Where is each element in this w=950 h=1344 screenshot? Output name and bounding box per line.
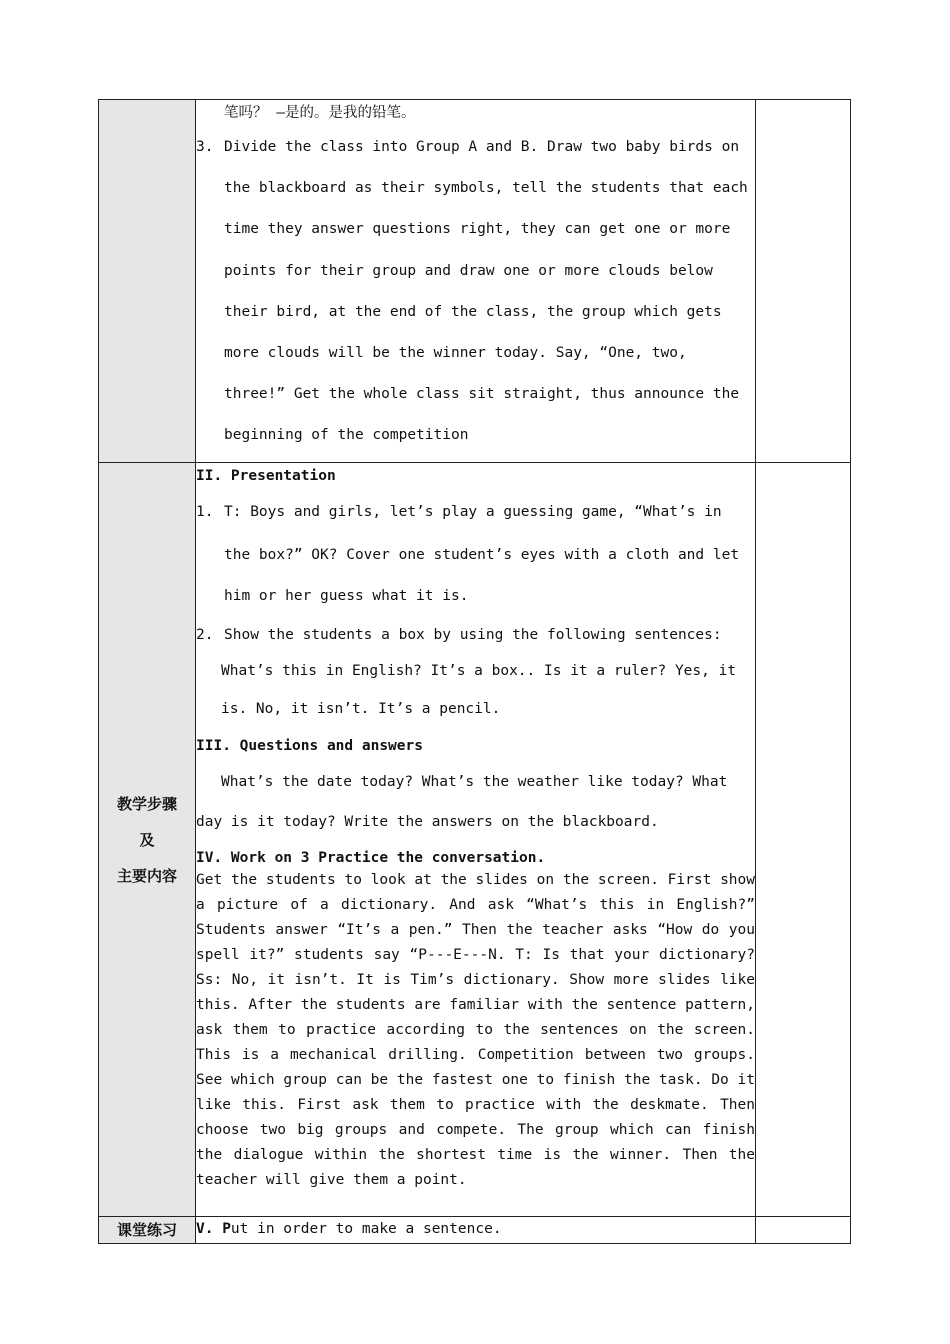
content-cell [196, 100, 756, 463]
content-cell [196, 463, 756, 1217]
section-heading: III. Questions and answers [196, 738, 423, 754]
text-line: him or her guess what it is. [224, 588, 469, 604]
work-paragraph: Get the students to look at the slides on the screen. First show a picture of a dictionary. And ask “What’s this in English?” Students answer “It’s a pen.” Then the teacher asks “How do you spell it?” students say “P---E---N. T: Is that your dictionary? Ss: No, it isn’t. It is Tim’s dictionary. Show more slides like this. After the students are familiar with the sentence pattern, ask them to practice according to the sentences on the screen. This is a mechanical drilling. Competition between two groups. See which group can be the fastest one to finish the task. Do it like this. First ask them to practice with the deskmate. Then choose two big groups and compete. The group which can finish the dialogue within the shortest time is the winner. Then the teacher will give them a point. [196, 872, 755, 1188]
notes-cell [756, 463, 851, 1217]
list-item: 1. T: Boys and girls, let’s play a guessing game, “What’s in [196, 504, 722, 520]
lesson-plan-table [98, 99, 851, 1244]
text-line: day is it today? Write the answers on the blackboard. [196, 814, 659, 830]
content-cell [196, 1217, 756, 1244]
row-label-empty [99, 100, 196, 463]
notes-cell [756, 1217, 851, 1244]
text-line: three!” Get the whole class sit straight, thus announce the [224, 386, 740, 403]
label-line: 主要内容 [116, 866, 177, 885]
item-number: 3. [196, 139, 214, 155]
row-label-steps [99, 463, 196, 1217]
text-line: What’s the date today? What’s the weather like today? What [221, 774, 728, 790]
text-line: What’s this in English? It’s a box.. Is it a ruler? Yes, it [221, 663, 737, 679]
section-heading: IV. Work on 3 Practice the conversation. [196, 850, 546, 866]
text-line: is. No, it isn’t. It’s a pencil. [221, 701, 501, 717]
list-item: 3. Divide the class into Group A and B. Draw two baby birds on [196, 127, 755, 168]
row-label-exercise: 课堂练习 [99, 1217, 196, 1244]
text-line: points for their group and draw one or more clouds below [224, 262, 713, 279]
text-line: time they answer questions right, they can get one or more [224, 221, 731, 238]
label-line: 及 [139, 830, 155, 849]
table-row [99, 100, 851, 463]
section-heading: II. Presentation [196, 468, 336, 484]
section-heading: V. Put in order to make a sentence. [196, 1221, 502, 1237]
table-row [99, 1217, 851, 1244]
text-line: the box?” OK? Cover one student’s eyes with a cloth and let [224, 547, 740, 563]
text-line: their bird, at the end of the class, the group which gets [224, 303, 722, 320]
text-line: beginning of the competition [224, 427, 469, 444]
chinese-dialogue-line: 笔吗？ —是的。是我的铅笔。 [224, 105, 416, 121]
table-row [99, 463, 851, 1217]
list-item: 2. Show the students a box by using the following sentences: [196, 627, 722, 643]
label-line: 教学步骤 [116, 794, 177, 813]
notes-cell [756, 100, 851, 463]
text-line: more clouds will be the winner today. Say, “One, two, [224, 345, 687, 362]
text-line: the blackboard as their symbols, tell the students that each [224, 180, 748, 197]
